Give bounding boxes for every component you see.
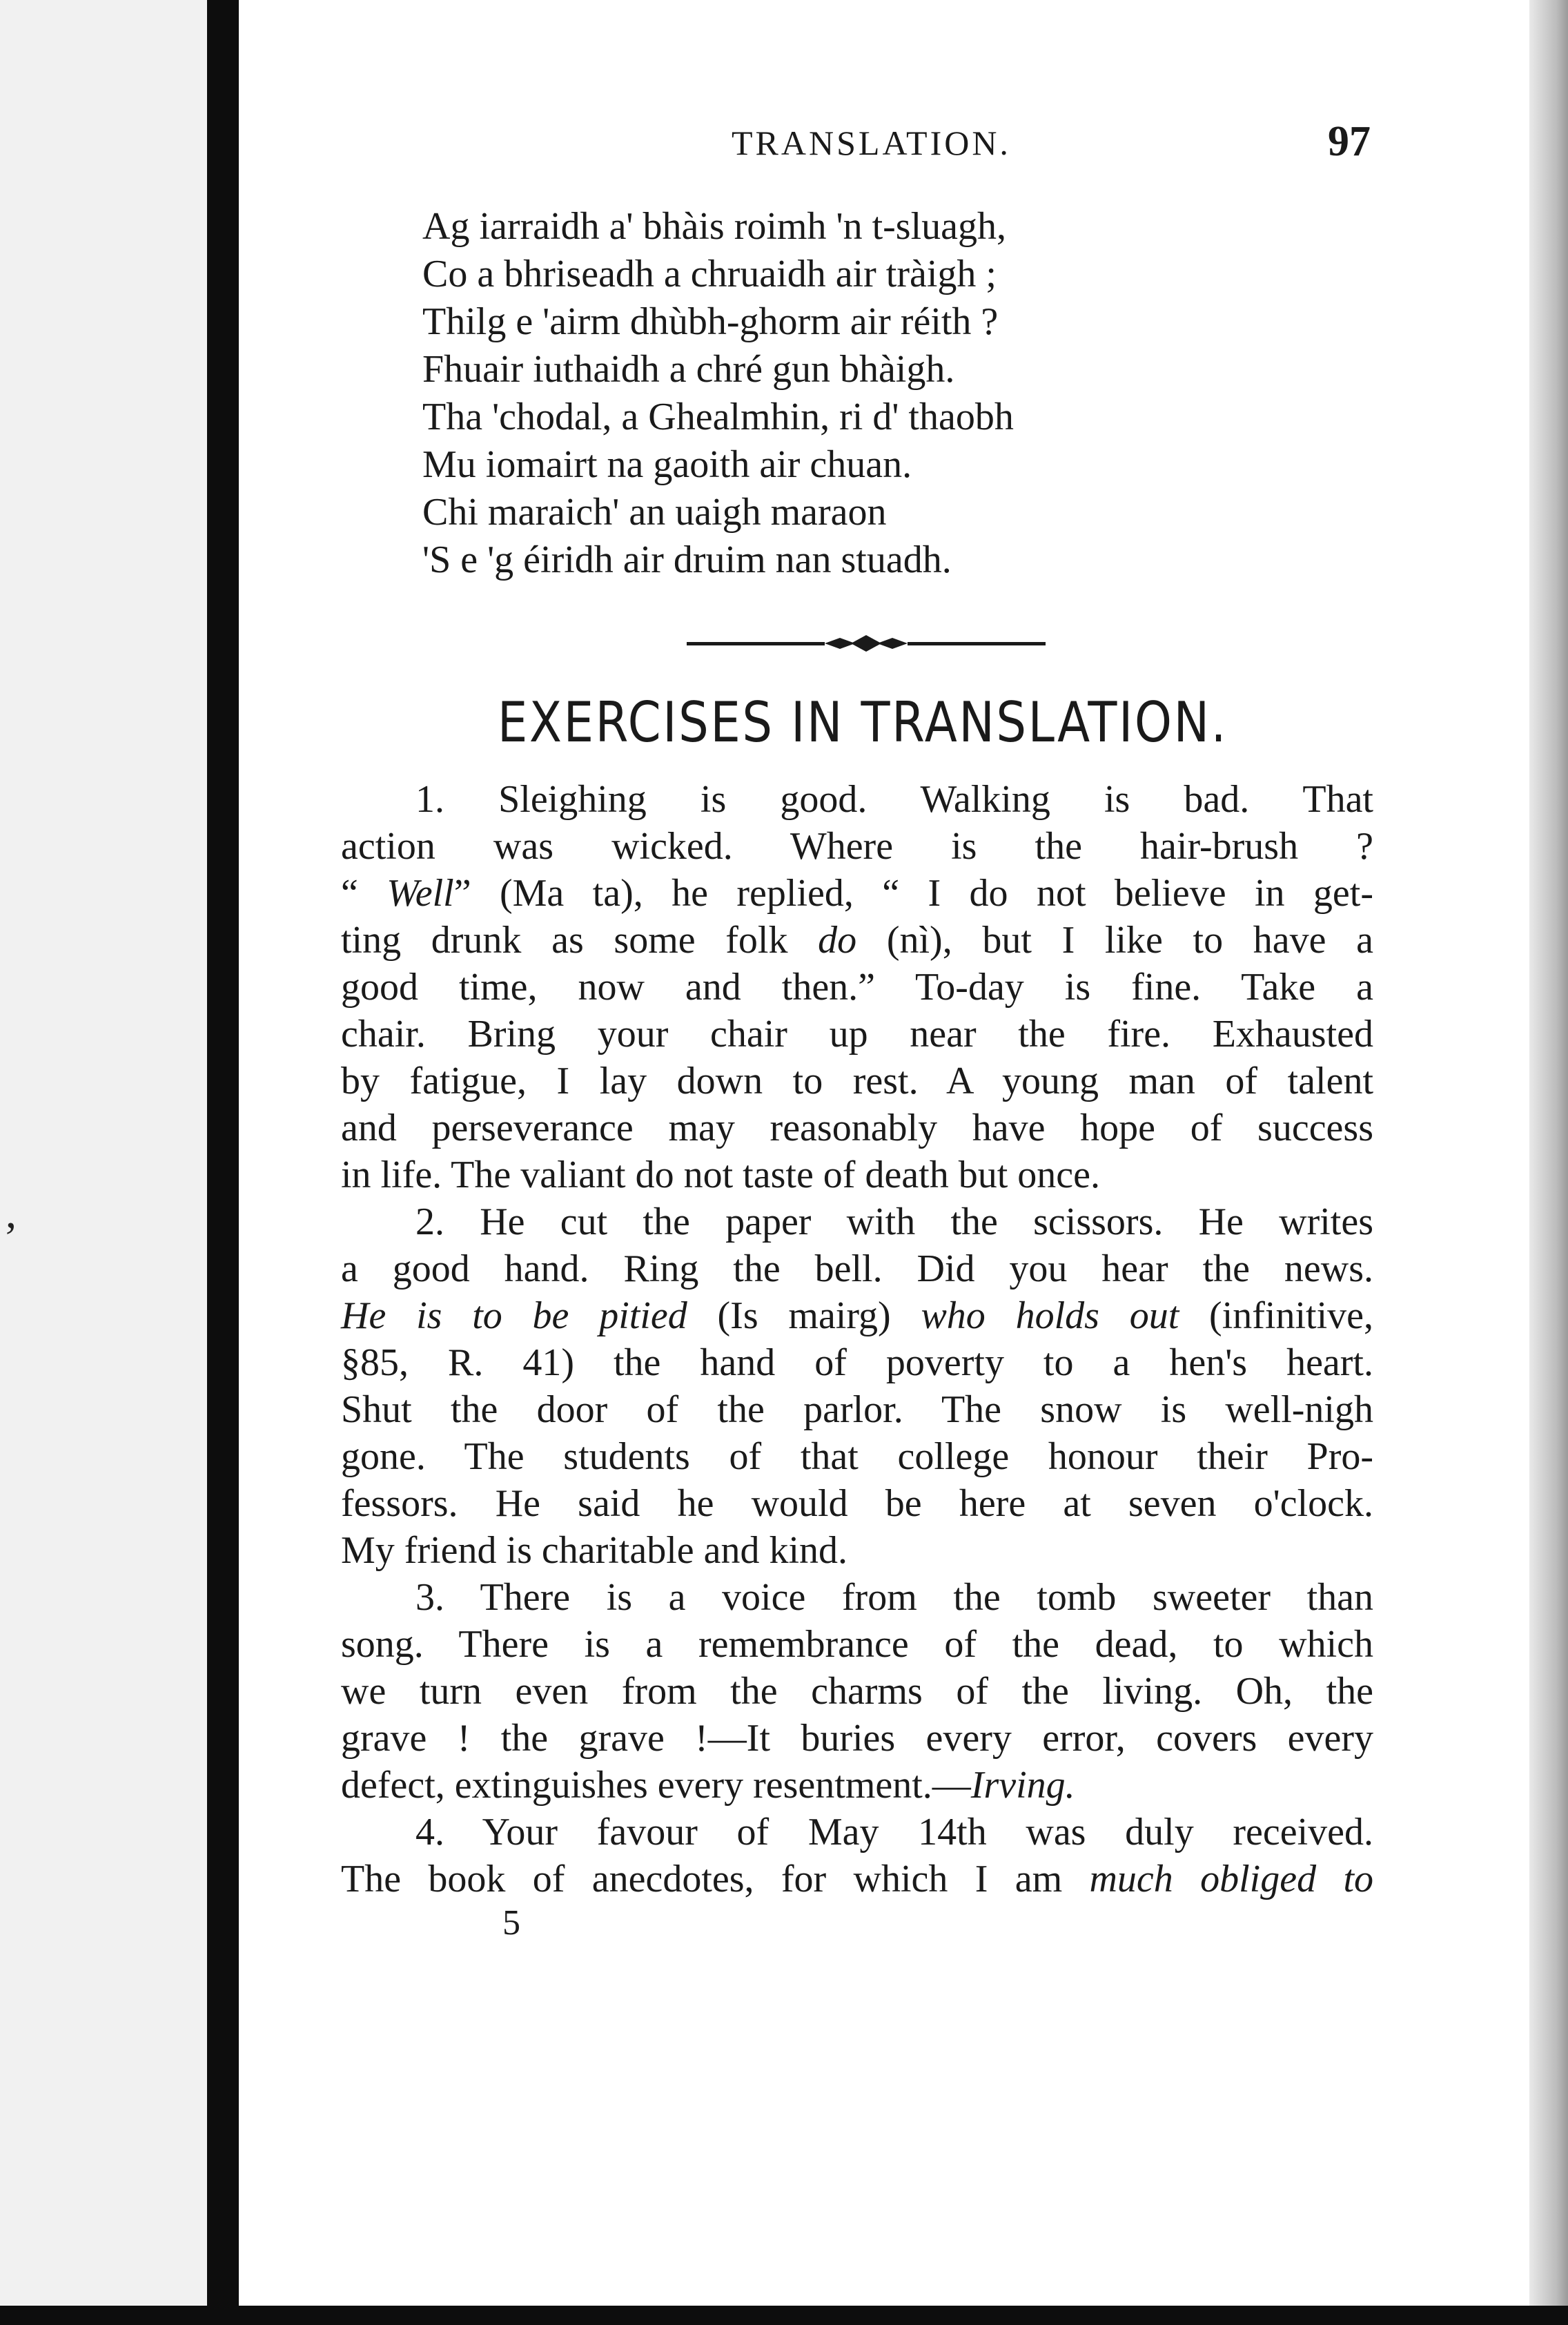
text-segment: My friend is charitable and kind.: [341, 1529, 848, 1572]
exercise-text: [341, 776, 1373, 1903]
text-segment: ting drunk as some folk: [341, 919, 819, 962]
poem-line: Co a bhriseadh a chruaidh air tràigh ;: [422, 253, 997, 295]
text-segment: 1. Sleighing is good. Walking is bad. That: [415, 778, 1373, 821]
ornament-divider: [687, 630, 1046, 657]
text-line: [341, 1245, 1373, 1292]
text-segment: and perseverance may reasonably have hope of success: [341, 1107, 1373, 1149]
text-segment: fessors. He said he would be here at seven o'clock.: [341, 1482, 1373, 1525]
text-segment: (nì), but I like to have a: [856, 919, 1373, 962]
text-segment: defect, extinguishes every resentment.—: [341, 1764, 971, 1807]
poem-line: Mu iomairt na gaoith air chuan.: [422, 443, 912, 486]
italic-text: do: [818, 919, 857, 962]
italic-text: Irving.: [970, 1764, 1075, 1807]
text-line: [341, 1856, 1373, 1903]
scan-border: [0, 2306, 1568, 2325]
page-number: 97: [1328, 118, 1371, 165]
text-segment: by fatigue, I lay down to rest. A young man of talent: [341, 1060, 1373, 1102]
text-line: [341, 1433, 1373, 1480]
previous-page-edge: [0, 0, 207, 2325]
text-segment: The book of anecdotes, for which I am: [341, 1858, 1090, 1900]
text-segment: 3. There is a voice from the tomb sweeter than: [415, 1576, 1373, 1619]
page-edge-shadow: [1529, 0, 1568, 2325]
text-line: [341, 1574, 1373, 1621]
text-line: [341, 776, 1373, 823]
text-line: [341, 1058, 1373, 1105]
text-segment: a good hand. Ring the bell. Did you hear the news.: [341, 1247, 1373, 1290]
text-line: [341, 1105, 1373, 1151]
poem-line: Ag iarraidh a' bhàis roimh 'n t-sluagh,: [422, 205, 1006, 248]
text-segment: §85, R. 41) the hand of poverty to a hen's heart.: [341, 1341, 1373, 1384]
text-segment: 2. He cut the paper with the scissors. He writes: [415, 1200, 1373, 1243]
text-segment: “: [341, 872, 387, 915]
text-segment: ” (Ma ta), he replied, “ I do not believe in get-: [453, 872, 1373, 915]
text-segment: grave ! the grave !—It buries every error, covers every: [341, 1717, 1373, 1760]
text-line: [341, 964, 1373, 1011]
text-line: [341, 1527, 1373, 1574]
running-head: TRANSLATION.: [732, 124, 1011, 162]
text-segment: we turn even from the charms of the living. Oh, the: [341, 1670, 1373, 1713]
text-line: [341, 823, 1373, 870]
text-line: [341, 1480, 1373, 1527]
book-gutter: [207, 0, 239, 2325]
text-line: [341, 1762, 1373, 1809]
poem-line: Chi maraich' an uaigh maraon: [422, 491, 887, 534]
text-line: [341, 1668, 1373, 1715]
text-line: [341, 1809, 1373, 1856]
poem-line: 'S e 'g éiridh air druim nan stuadh.: [422, 538, 952, 581]
italic-text: much obliged to: [1089, 1858, 1374, 1900]
section-heading: EXERCISES IN TRANSLATION.: [497, 690, 1228, 755]
text-segment: song. There is a remembrance of the dead, to which: [341, 1623, 1373, 1666]
text-line: [341, 1386, 1373, 1433]
italic-text: who holds out: [921, 1294, 1179, 1337]
text-segment: Shut the door of the parlor. The snow is well-nigh: [341, 1388, 1373, 1431]
text-line: [341, 1339, 1373, 1386]
text-line: [341, 917, 1373, 964]
text-segment: chair. Bring your chair up near the fire. Exhausted: [341, 1013, 1373, 1056]
gaelic-poem: [422, 203, 1458, 584]
text-segment: (Is mairg): [687, 1294, 921, 1337]
poem-line: Tha 'chodal, a Ghealmhin, ri d' thaobh: [422, 396, 1014, 438]
text-segment: good time, now and then.” To-day is fine. Take a: [341, 966, 1373, 1009]
text-line: [341, 1715, 1373, 1762]
text-segment: action was wicked. Where is the hair-brush ?: [341, 825, 1373, 868]
text-line: [341, 870, 1373, 917]
italic-text: Well: [386, 872, 454, 915]
previous-page-mark: ,: [6, 1188, 17, 1237]
text-line: [341, 1621, 1373, 1668]
text-segment: in life. The valiant do not taste of death but once.: [341, 1154, 1100, 1196]
signature-mark: 5: [502, 1903, 520, 1943]
text-line: [341, 1198, 1373, 1245]
text-segment: (infinitive,: [1179, 1294, 1373, 1337]
poem-line: Thilg e 'airm dhùbh-ghorm air réith ?: [422, 300, 999, 343]
text-segment: 4. Your favour of May 14th was duly received.: [415, 1811, 1373, 1854]
text-line: [341, 1011, 1373, 1058]
text-line: [341, 1292, 1373, 1339]
poem-line: Fhuair iuthaidh a chré gun bhàigh.: [422, 348, 955, 391]
text-line: [341, 1151, 1373, 1198]
text-segment: gone. The students of that college honour their Pro-: [341, 1435, 1373, 1478]
italic-text: He is to be pitied: [341, 1294, 687, 1337]
